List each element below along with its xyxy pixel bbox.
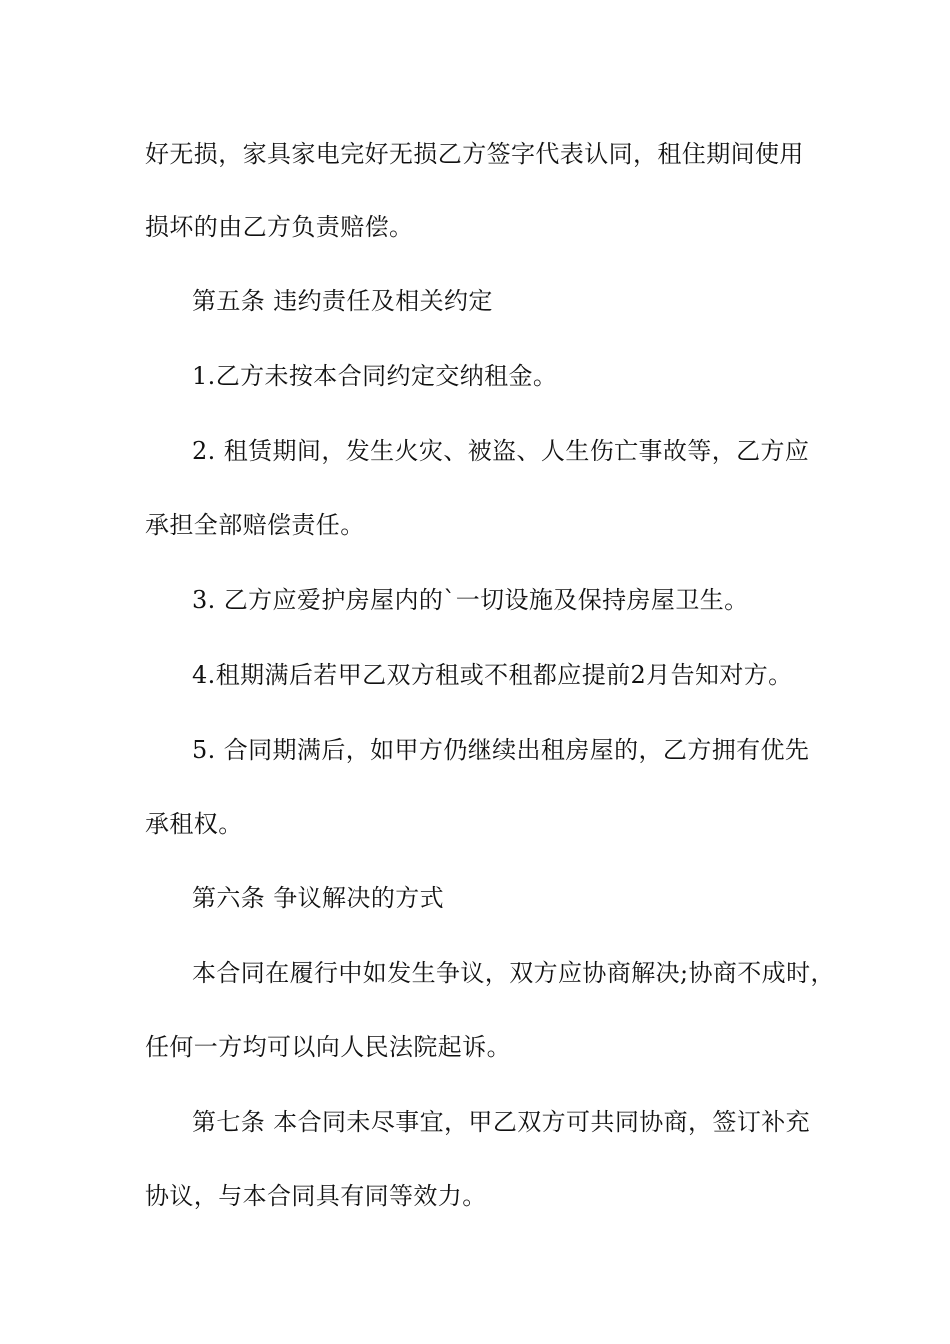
- body-text-line: 本合同在履行中如发生争议，双方应协商解决;协商不成时，: [192, 959, 835, 987]
- body-text-line: 承租权。: [145, 810, 243, 838]
- section-heading: 第七条 本合同未尽事宜，甲乙双方可共同协商，签订补充: [192, 1108, 811, 1136]
- body-text-line: 损坏的由乙方负责赔偿。: [145, 213, 414, 241]
- list-item: 1.乙方未按本合同约定交纳租金。: [192, 362, 558, 390]
- list-item: 2. 租赁期间，发生火灾、被盗、人生伤亡事故等，乙方应: [192, 437, 810, 465]
- section-heading: 第六条 争议解决的方式: [192, 884, 445, 912]
- section-heading: 第五条 违约责任及相关约定: [192, 287, 493, 315]
- list-item: 5. 合同期满后，如甲方仍继续出租房屋的，乙方拥有优先: [192, 736, 810, 764]
- list-item: 3. 乙方应爱护房屋内的`一切设施及保持房屋卫生。: [192, 586, 749, 614]
- body-text-line: 好无损，家具家电完好无损乙方签字代表认同，租住期间使用: [145, 140, 804, 168]
- body-text-line: 协议，与本合同具有同等效力。: [145, 1182, 487, 1210]
- body-text-line: 承担全部赔偿责任。: [145, 511, 365, 539]
- list-item: 4.租期满后若甲乙双方租或不租都应提前2月告知对方。: [192, 661, 793, 689]
- body-text-line: 任何一方均可以向人民法院起诉。: [145, 1033, 511, 1061]
